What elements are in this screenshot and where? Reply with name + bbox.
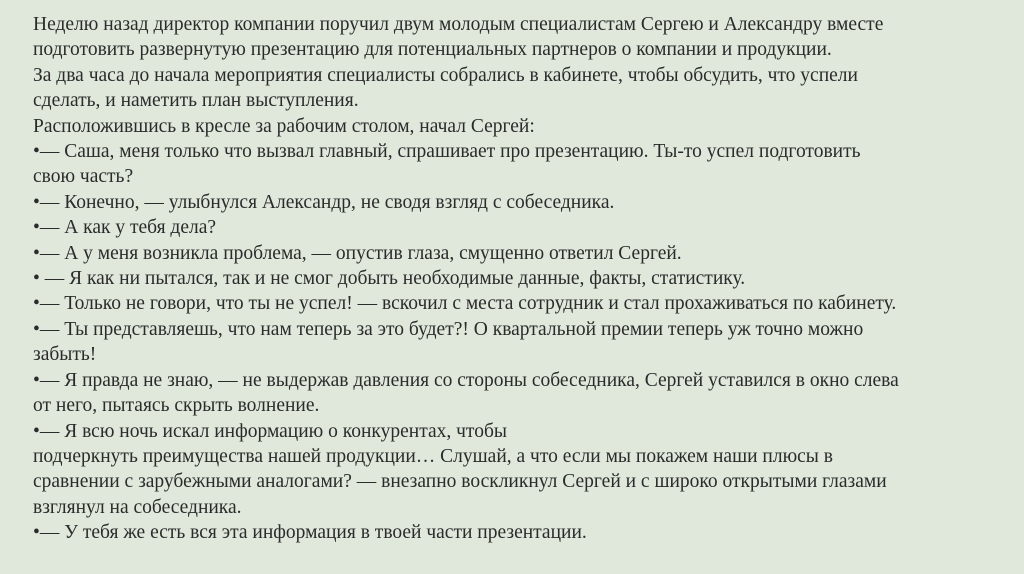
text-line: забыть! [33,344,97,366]
text-line: За два часа до начала мероприятия специалисты собрались в кабинете, чтобы обсудить, что успели [33,64,858,86]
text-line: свою часть? [33,166,134,188]
text-line: •— Я всю ночь искал информацию о конкурентах, чтобы [33,420,507,442]
text-line: Неделю назад директор компании поручил двум молодым специалистам Сергею и Александру вместе [33,14,884,35]
text-line: от него, пытаясь скрыть волнение. [33,395,320,417]
text-line: •— Только не говори, что ты не успел! — вскочил с места сотрудник и стал прохаживаться по кабинету. [33,293,897,315]
text-line: подготовить развернутую презентацию для потенциальных партнеров о компании и продукции. [33,39,832,61]
dialogue-text [33,12,1008,546]
text-line: подчеркнуть преимущества нашей продукции… Слушай, а что если мы покажем наши плюсы в [33,445,833,467]
text-line: сравнении с зарубежными аналогами? — внезапно воскликнул Сергей и с широко открытыми глазами [33,471,887,493]
text-line: •— Я правда не знаю, — не выдержав давления со стороны собеседника, Сергей уставился в окно слева [33,369,899,391]
text-line: взглянул на собеседника. [33,496,242,518]
text-line: •— Конечно, — улыбнулся Александр, не сводя взгляд с собеседника. [33,191,615,213]
text-line: •— Ты представляешь, что нам теперь за это будет?! О квартальной премии теперь уж точно можно [33,318,864,340]
text-line: •— Саша, меня только что вызвал главный, спрашивает про презентацию. Ты-то успел подготовить [33,141,861,163]
text-line: сделать, и наметить план выступления. [33,90,359,112]
text-line: • — Я как ни пытался, так и не смог добыть необходимые данные, факты, статистику. [33,268,746,290]
text-line: •— А как у тебя дела? [33,217,217,239]
text-line: •— У тебя же есть вся эта информация в твоей части презентации. [33,522,587,544]
text-line: Расположившись в кресле за рабочим столом, начал Сергей: [33,115,535,137]
text-line: •— А у меня возникла проблема, — опустив глаза, смущенно ответил Сергей. [33,242,682,264]
